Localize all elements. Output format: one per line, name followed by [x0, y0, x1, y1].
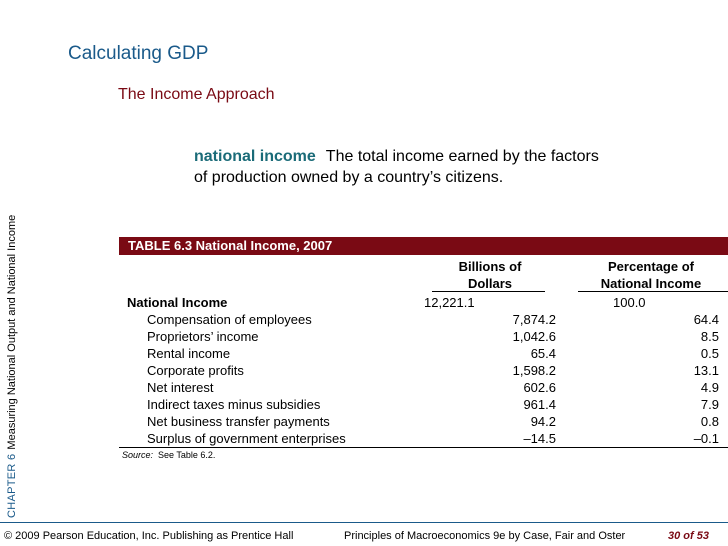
table-caption: TABLE 6.3 National Income, 2007 — [128, 238, 333, 253]
table-row — [119, 328, 719, 345]
row-label: Surplus of government enterprises — [147, 431, 346, 446]
row-label: Rental income — [147, 346, 231, 361]
row-label: Net interest — [147, 380, 214, 395]
source-text: See Table 6.2. — [158, 450, 216, 460]
slide-title: Calculating GDP — [68, 43, 209, 64]
chapter-number: CHAPTER 6 — [6, 453, 18, 518]
row-billions: 12,221.1 — [424, 295, 475, 310]
header-rule-percentage — [578, 291, 728, 292]
row-label: National Income — [127, 295, 228, 310]
table-caption-bar — [119, 237, 728, 255]
table-row — [119, 362, 719, 379]
table-bottom-rule — [119, 447, 728, 448]
row-percent: –0.1 — [693, 431, 719, 446]
chapter-title: Measuring National Output and National Income — [6, 214, 18, 450]
source-label: Source: — [122, 450, 154, 460]
footer-copyright: © 2009 Pearson Education, Inc. Publishing as Prentice Hall — [4, 530, 294, 542]
row-percent: 8.5 — [700, 329, 719, 344]
footer-book-title: Principles of Macroeconomics 9e by Case, Fair and Oster — [344, 530, 626, 542]
chapter-side-label — [6, 118, 18, 518]
table-row — [119, 379, 719, 396]
definition-text: The total income earned by the factors of production owned by a country’s citizens. — [194, 148, 599, 186]
row-billions: 602.6 — [523, 380, 556, 395]
row-percent: 0.8 — [700, 414, 719, 429]
table-row — [119, 430, 719, 447]
footer-divider — [0, 522, 728, 523]
row-label: Corporate profits — [147, 363, 244, 378]
row-label: Net business transfer payments — [147, 414, 330, 429]
row-billions: 65.4 — [530, 346, 556, 361]
table-row — [119, 413, 719, 430]
definition-box — [194, 146, 614, 188]
row-percent: 64.4 — [693, 312, 719, 327]
row-billions: 7,874.2 — [512, 312, 556, 327]
slide-subtitle: The Income Approach — [118, 86, 275, 103]
row-billions: –14.5 — [523, 431, 556, 446]
row-label: Compensation of employees — [147, 312, 312, 327]
header-rule-billions — [432, 291, 545, 292]
table-row — [119, 311, 719, 328]
definition-term: national income — [194, 148, 316, 165]
footer-page-number: 30 of 53 — [668, 530, 709, 542]
row-percent: 0.5 — [700, 346, 719, 361]
row-billions: 961.4 — [523, 397, 556, 412]
table-row-total — [119, 294, 719, 311]
column-header-percentage: Percentage of National Income — [600, 259, 702, 291]
row-percent: 7.9 — [700, 397, 719, 412]
row-label: Indirect taxes minus subsidies — [147, 397, 321, 412]
row-percent: 4.9 — [700, 380, 719, 395]
row-percent: 13.1 — [693, 363, 719, 378]
row-billions: 94.2 — [530, 414, 556, 429]
row-label: Proprietors’ income — [147, 329, 259, 344]
column-header-billions: Billions of Dollars — [458, 259, 522, 291]
table-source-note — [122, 450, 215, 460]
table-row — [119, 396, 719, 413]
row-billions: 1,042.6 — [512, 329, 556, 344]
table-row — [119, 345, 719, 362]
row-billions: 1,598.2 — [512, 363, 556, 378]
row-percent: 100.0 — [613, 295, 646, 310]
